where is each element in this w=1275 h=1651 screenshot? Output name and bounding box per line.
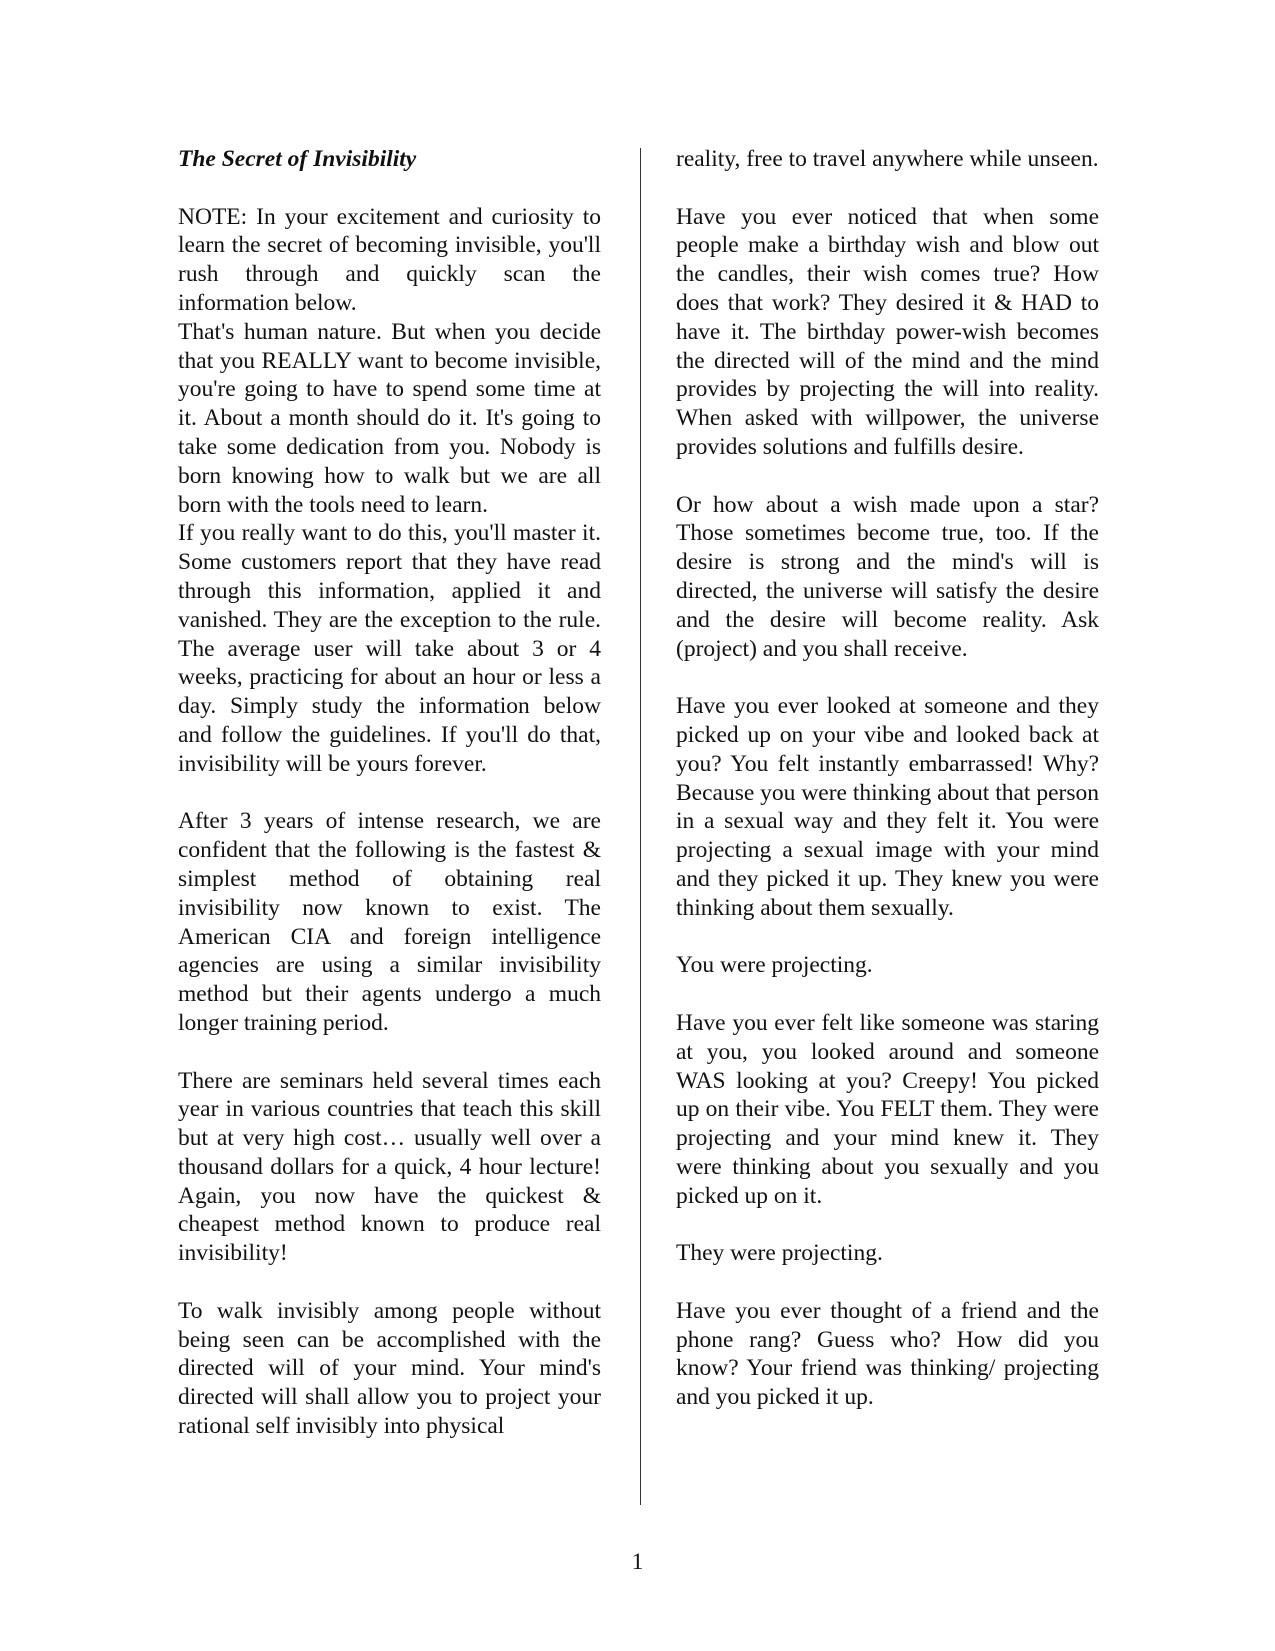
paragraph-staring: Have you ever felt like someone was staring at you, you looked around and someone WAS looking at you? Creepy! You picked up on their vibe. You FELT them. They were projecting and your mind knew it. They were thinking about you sexually and you picked up on it.	[676, 1009, 1099, 1209]
right-column	[676, 145, 1099, 1412]
paragraph-research: After 3 years of intense research, we are confident that the following is the fastest & simplest method of obtaining real invisibility now known to exist. The American CIA and foreign intelligence agencies are using a similar invisibility method but their agents undergo a much longer training period.	[178, 808, 601, 1036]
paragraph-star-wish: Or how about a wish made upon a star? Those sometimes become true, too. If the desire is strong and the mind's will is directed, the universe will satisfy the desire and the desire will become reality. Ask (project) and you shall receive.	[676, 491, 1099, 662]
paragraph-you-were-projecting: You were projecting.	[676, 952, 873, 979]
column-divider	[640, 148, 641, 1505]
paragraph-walk-invisibly: To walk invisibly among people without being seen can be accomplished with the directed will of your mind. Your mind's directed will shall allow you to project your rational self invisibly into physical	[178, 1297, 601, 1440]
paragraph-phone-rang: Have you ever thought of a friend and the phone rang? Guess who? How did you know? Your friend was thinking/ projecting and you picked it up.	[676, 1297, 1099, 1411]
paragraph-human-nature: That's human nature. But when you decide that you REALLY want to become invisible, you're going to have to spend some time at it. About a month should do it. It's going to take some dedication from you. Nobody is born knowing how to walk but we are all born with the tools need to learn.	[178, 318, 601, 518]
document-title: The Secret of Invisibility	[178, 146, 417, 172]
paragraph-reality: reality, free to travel anywhere while unseen.	[676, 146, 1099, 172]
page-number: 1	[631, 1549, 644, 1575]
paragraph-they-were-projecting: They were projecting.	[676, 1240, 883, 1267]
paragraph-birthday-wish: Have you ever noticed that when some people make a birthday wish and blow out the candles, their wish comes true? How does that work? They desired it & HAD to have it. The birthday power-wish becomes the directed will of the mind and the mind provides by projecting the will into reality. When asked with willpower, the universe provides solutions and fulfills desire.	[676, 203, 1099, 460]
paragraph-master-it: If you really want to do this, you'll master it. Some customers report that they have read through this information, applied it and vanished. They are the exception to the rule. The average user will take about 3 or 4 weeks, practicing for about an hour or less a day. Simply study the information below and follow the guidelines. If you'll do that, invisibility will be yours forever.	[178, 520, 601, 777]
paragraph-note: NOTE: In your excitement and curiosity to learn the secret of becoming invisible, you'll rush through and quickly scan the information below.	[178, 203, 601, 316]
paragraph-vibe: Have you ever looked at someone and they picked up on your vibe and looked back at you? You felt instantly embarrassed! Why? Because you were thinking about that person in a sexual way and they felt it. You were projecting a sexual image with your mind and they picked it up. They knew you were thinking about them sexually.	[676, 693, 1099, 921]
left-column	[178, 145, 601, 1441]
paragraph-seminars: There are seminars held several times each year in various countries that teach this skill but at very high cost… usually well over a thousand dollars for a quick, 4 hour lecture! Again, you now have the quickest & cheapest method known to produce real invisibility!	[178, 1067, 601, 1267]
